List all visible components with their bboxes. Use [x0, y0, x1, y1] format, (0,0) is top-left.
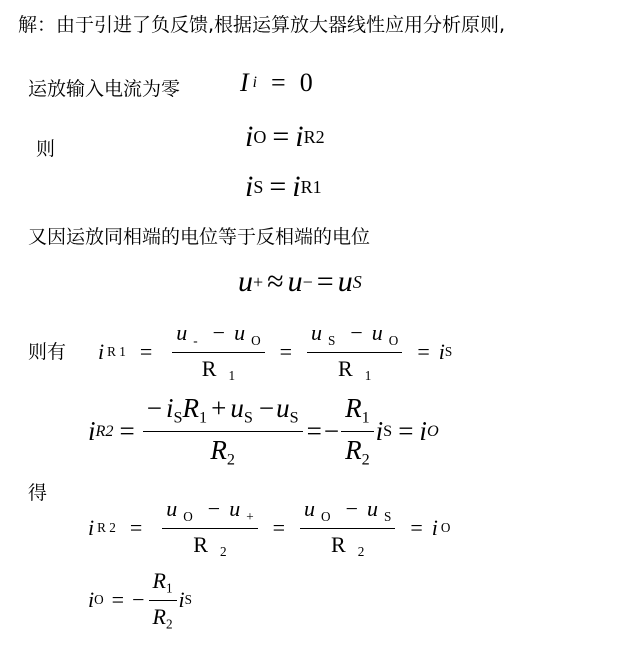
eq-token: u [337, 265, 353, 298]
eq-token: u [238, 265, 253, 298]
eq-sub: R2 [303, 126, 325, 147]
equation-potentials [238, 265, 362, 299]
eq-sub: S [289, 408, 299, 427]
eq-token: u [287, 265, 303, 298]
fraction [162, 496, 257, 560]
eq-token: u [166, 496, 178, 521]
eq-token: u [276, 393, 290, 423]
eq-op: ≈ [267, 265, 284, 298]
eq-sub: S [384, 508, 392, 524]
equation-ir2 [88, 496, 450, 560]
eq-sub: O [426, 421, 439, 440]
eq-sub: 1 [364, 368, 372, 384]
equation-input-current [240, 68, 313, 98]
eq-sub: i [252, 74, 258, 91]
eq-sub: 2 [165, 616, 173, 632]
eq-sub: − [302, 271, 313, 292]
eq-op: = [272, 515, 286, 541]
eq-sub: 1 [361, 408, 370, 427]
equation-io-result [88, 568, 192, 632]
eq-token: u [311, 320, 323, 345]
eq-token: i [375, 415, 384, 446]
then-have-text: 则有 [28, 341, 67, 363]
eq-token: R [338, 355, 353, 381]
eq-sub: O [183, 508, 193, 524]
eq-op: = [417, 339, 430, 365]
eq-op: = [111, 587, 125, 613]
eq-token: i [431, 515, 438, 541]
eq-sub: S [444, 344, 453, 360]
equation-ir2-derivation [88, 393, 439, 469]
eq-sub: 2 [219, 544, 227, 560]
eq-token: i [98, 339, 105, 365]
eq-sub: 1 [199, 408, 208, 427]
eq-op: = [119, 415, 135, 446]
eq-sub: O [440, 520, 451, 536]
eq-token: R [345, 393, 362, 423]
eq-op: − [207, 496, 221, 521]
eq-sub: R1 [300, 176, 322, 197]
eq-sub: S [253, 176, 264, 197]
eq-token: u [176, 320, 188, 345]
eq-sub: 2 [357, 544, 365, 560]
eq-token: u [234, 320, 246, 345]
equation-is-ir1 [245, 170, 322, 204]
eq-token: u [229, 496, 241, 521]
eq-token: R [201, 355, 217, 381]
fraction [172, 320, 264, 384]
eq-sub: S [383, 421, 393, 440]
eq-sub: S [184, 592, 193, 608]
eq-token: I [240, 68, 249, 97]
eq-sub: S [243, 408, 253, 427]
eq-sub: O [251, 332, 261, 348]
eq-token: u [371, 320, 383, 345]
same-potential-text: 又因运放同相端的电位等于反相端的电位 [28, 226, 371, 248]
eq-token: i [88, 587, 95, 613]
eq-sub: S [328, 332, 336, 348]
eq-sub: S [173, 408, 183, 427]
eq-op: = [398, 415, 414, 446]
eq-token: R [193, 531, 208, 557]
eq-token: i [165, 393, 174, 423]
eq-op: = [306, 415, 322, 446]
eq-token: u [304, 496, 316, 521]
eq-op: − [132, 587, 145, 613]
eq-op: − [323, 415, 340, 446]
eq-sub: 1 [165, 580, 173, 596]
eq-op: − [258, 393, 275, 423]
eq-token: i [438, 339, 445, 365]
eq-sub: R2 [95, 421, 114, 440]
eq-sub: + [253, 271, 264, 292]
fraction [300, 496, 395, 560]
eq-op: = [272, 120, 290, 153]
eq-sub: 2 [226, 450, 235, 469]
eq-token: 0 [299, 68, 313, 97]
then-text: 则 [36, 138, 56, 160]
eq-sub: R 2 [97, 520, 116, 536]
eq-op: = [139, 339, 153, 365]
eq-token: i [88, 515, 95, 541]
eq-token: i [292, 170, 301, 203]
eq-token: R [182, 393, 199, 423]
eq-op: = [279, 339, 293, 365]
eq-sub: - [193, 332, 198, 348]
fraction [341, 393, 374, 469]
eq-token: R [152, 568, 166, 593]
eq-token: i [295, 120, 304, 153]
fraction [307, 320, 402, 384]
eq-token: i [245, 170, 254, 203]
eq-sub: R 1 [107, 344, 126, 360]
eq-sub: O [388, 332, 399, 348]
eq-op: − [212, 320, 226, 345]
obtain-text: 得 [28, 482, 48, 504]
fraction [149, 568, 177, 632]
eq-token: i [419, 415, 427, 446]
eq-op: = [269, 170, 287, 203]
eq-sub: S [352, 271, 362, 292]
eq-op: − [350, 320, 363, 345]
eq-sub: O [321, 508, 331, 524]
eq-token: R [210, 434, 227, 465]
eq-token: i [245, 120, 254, 153]
eq-sub: 1 [228, 368, 236, 384]
eq-op: − [146, 393, 162, 423]
eq-token: R [331, 531, 346, 557]
eq-op: = [271, 68, 286, 97]
intro-text: 解：由于引进了负反馈,根据运算放大器线性应用分析原则, [18, 14, 506, 36]
eq-token: i [178, 587, 185, 613]
eq-token: i [88, 415, 96, 446]
eq-op: + [211, 393, 227, 423]
eq-op: = [129, 515, 143, 541]
zero-current-text: 运放输入电流为零 [28, 78, 181, 100]
equation-io-ir2 [245, 120, 325, 154]
eq-token: u [230, 393, 244, 423]
eq-token: R [345, 434, 362, 465]
eq-op: = [316, 265, 334, 298]
eq-sub: + [246, 508, 254, 524]
eq-op: − [345, 496, 358, 521]
eq-token: u [367, 496, 378, 521]
fraction [143, 393, 303, 469]
eq-sub: O [253, 126, 267, 147]
eq-sub: O [94, 592, 104, 608]
eq-op: = [410, 515, 423, 541]
eq-sub: 2 [361, 450, 370, 469]
equation-ir1 [98, 320, 452, 384]
eq-token: R [152, 603, 166, 629]
